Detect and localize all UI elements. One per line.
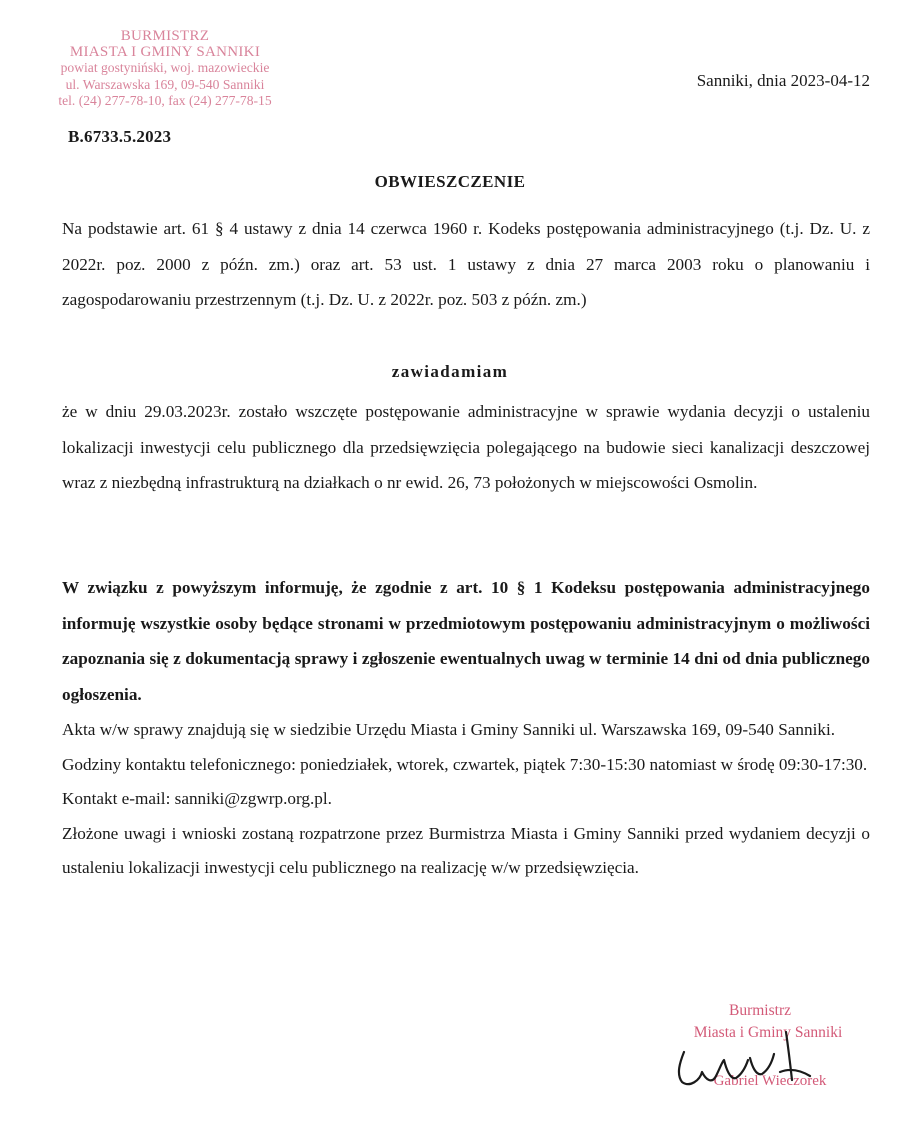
rights-information-paragraph: W związku z powyższym informuję, że zgodnie z art. 10 § 1 Kodeksu postępowania administracyjnego informuję wszystkie osoby będące stronami w przedmiotowym postępowaniu administracyjnym o możliwości zapoznania się z dokumentacją sprawy i zgłoszenie ewentualnych uwag w terminie 14 dni od dnia publicznego ogłoszenia. xyxy=(62,578,870,704)
reference-number: B.6733.5.2023 xyxy=(68,127,172,146)
contact-email-paragraph: Kontakt e-mail: sanniki@zgwrp.org.pl. xyxy=(62,789,332,808)
stamp-line-5: tel. (24) 277-78-10, fax (24) 277-78-15 xyxy=(58,92,272,108)
signature-title-line-1: Burmistrz xyxy=(729,1002,791,1019)
files-location-paragraph: Akta w/w sprawy znajdują się w siedzibie Urzędu Miasta i Gminy Sanniki ul. Warszawska 169, 09-540 Sanniki. xyxy=(62,720,836,739)
notice-heading: zawiadamiam xyxy=(391,362,509,381)
notice-paragraph: że w dniu 29.03.2023r. zostało wszczęte postępowanie administracyjne w sprawie wydania decyzji o ustaleniu lokalizacji inwestycji celu publicznego dla przedsięwzięcia polegającego na budowie sieci kanalizacji deszczowej wraz z niezbędną infrastrukturą na działkach o nr ewid. 26, 73 położonych w miejscowości Osmolin. xyxy=(62,402,870,492)
stamp-line-3: powiat gostyniński, woj. mazowieckie xyxy=(60,60,270,76)
stamp-line-2: MIASTA I GMINY SANNIKI xyxy=(69,44,261,61)
stamp-line-4: ul. Warszawska 169, 09-540 Sanniki xyxy=(65,76,265,92)
office-stamp xyxy=(20,28,310,109)
details-section xyxy=(62,713,870,886)
closing-paragraph: Złożone uwagi i wnioski zostaną rozpatrzone przez Burmistrza Miasta i Gminy Sanniki przed wydaniem decyzji o ustaleniu lokalizacji inwestycji celu publicznego na realizację w/w przedsięwzięcia. xyxy=(62,823,870,877)
signature-block xyxy=(650,1002,870,1112)
stamp-line-1: BURMISTRZ xyxy=(120,28,210,44)
contact-hours-paragraph: Godziny kontaktu telefonicznego: poniedziałek, wtorek, czwartek, piątek 7:30-15:30 natomiast w środę 09:30-17:30. xyxy=(62,754,868,774)
signature-title-line-2: Miasta i Gminy Sanniki xyxy=(693,1024,843,1041)
place-date: Sanniki, dnia 2023-04-12 xyxy=(696,71,870,90)
signature-name: Gabriel Wieczorek xyxy=(713,1073,827,1089)
document-title: OBWIESZCZENIE xyxy=(374,172,526,191)
legal-basis-paragraph: Na podstawie art. 61 § 4 ustawy z dnia 14 czerwca 1960 r. Kodeks postępowania administracyjnego (t.j. Dz. U. z 2022r. poz. 2000 z późn. zm.) oraz art. 53 ust. 1 ustawy z dnia 27 marca 2003 roku o planowaniu i zagospodarowaniu przestrzennym (t.j. Dz. U. z 2022r. poz. 503 z późn. zm.) xyxy=(62,219,870,309)
handwritten-signature-icon xyxy=(650,1002,870,1112)
